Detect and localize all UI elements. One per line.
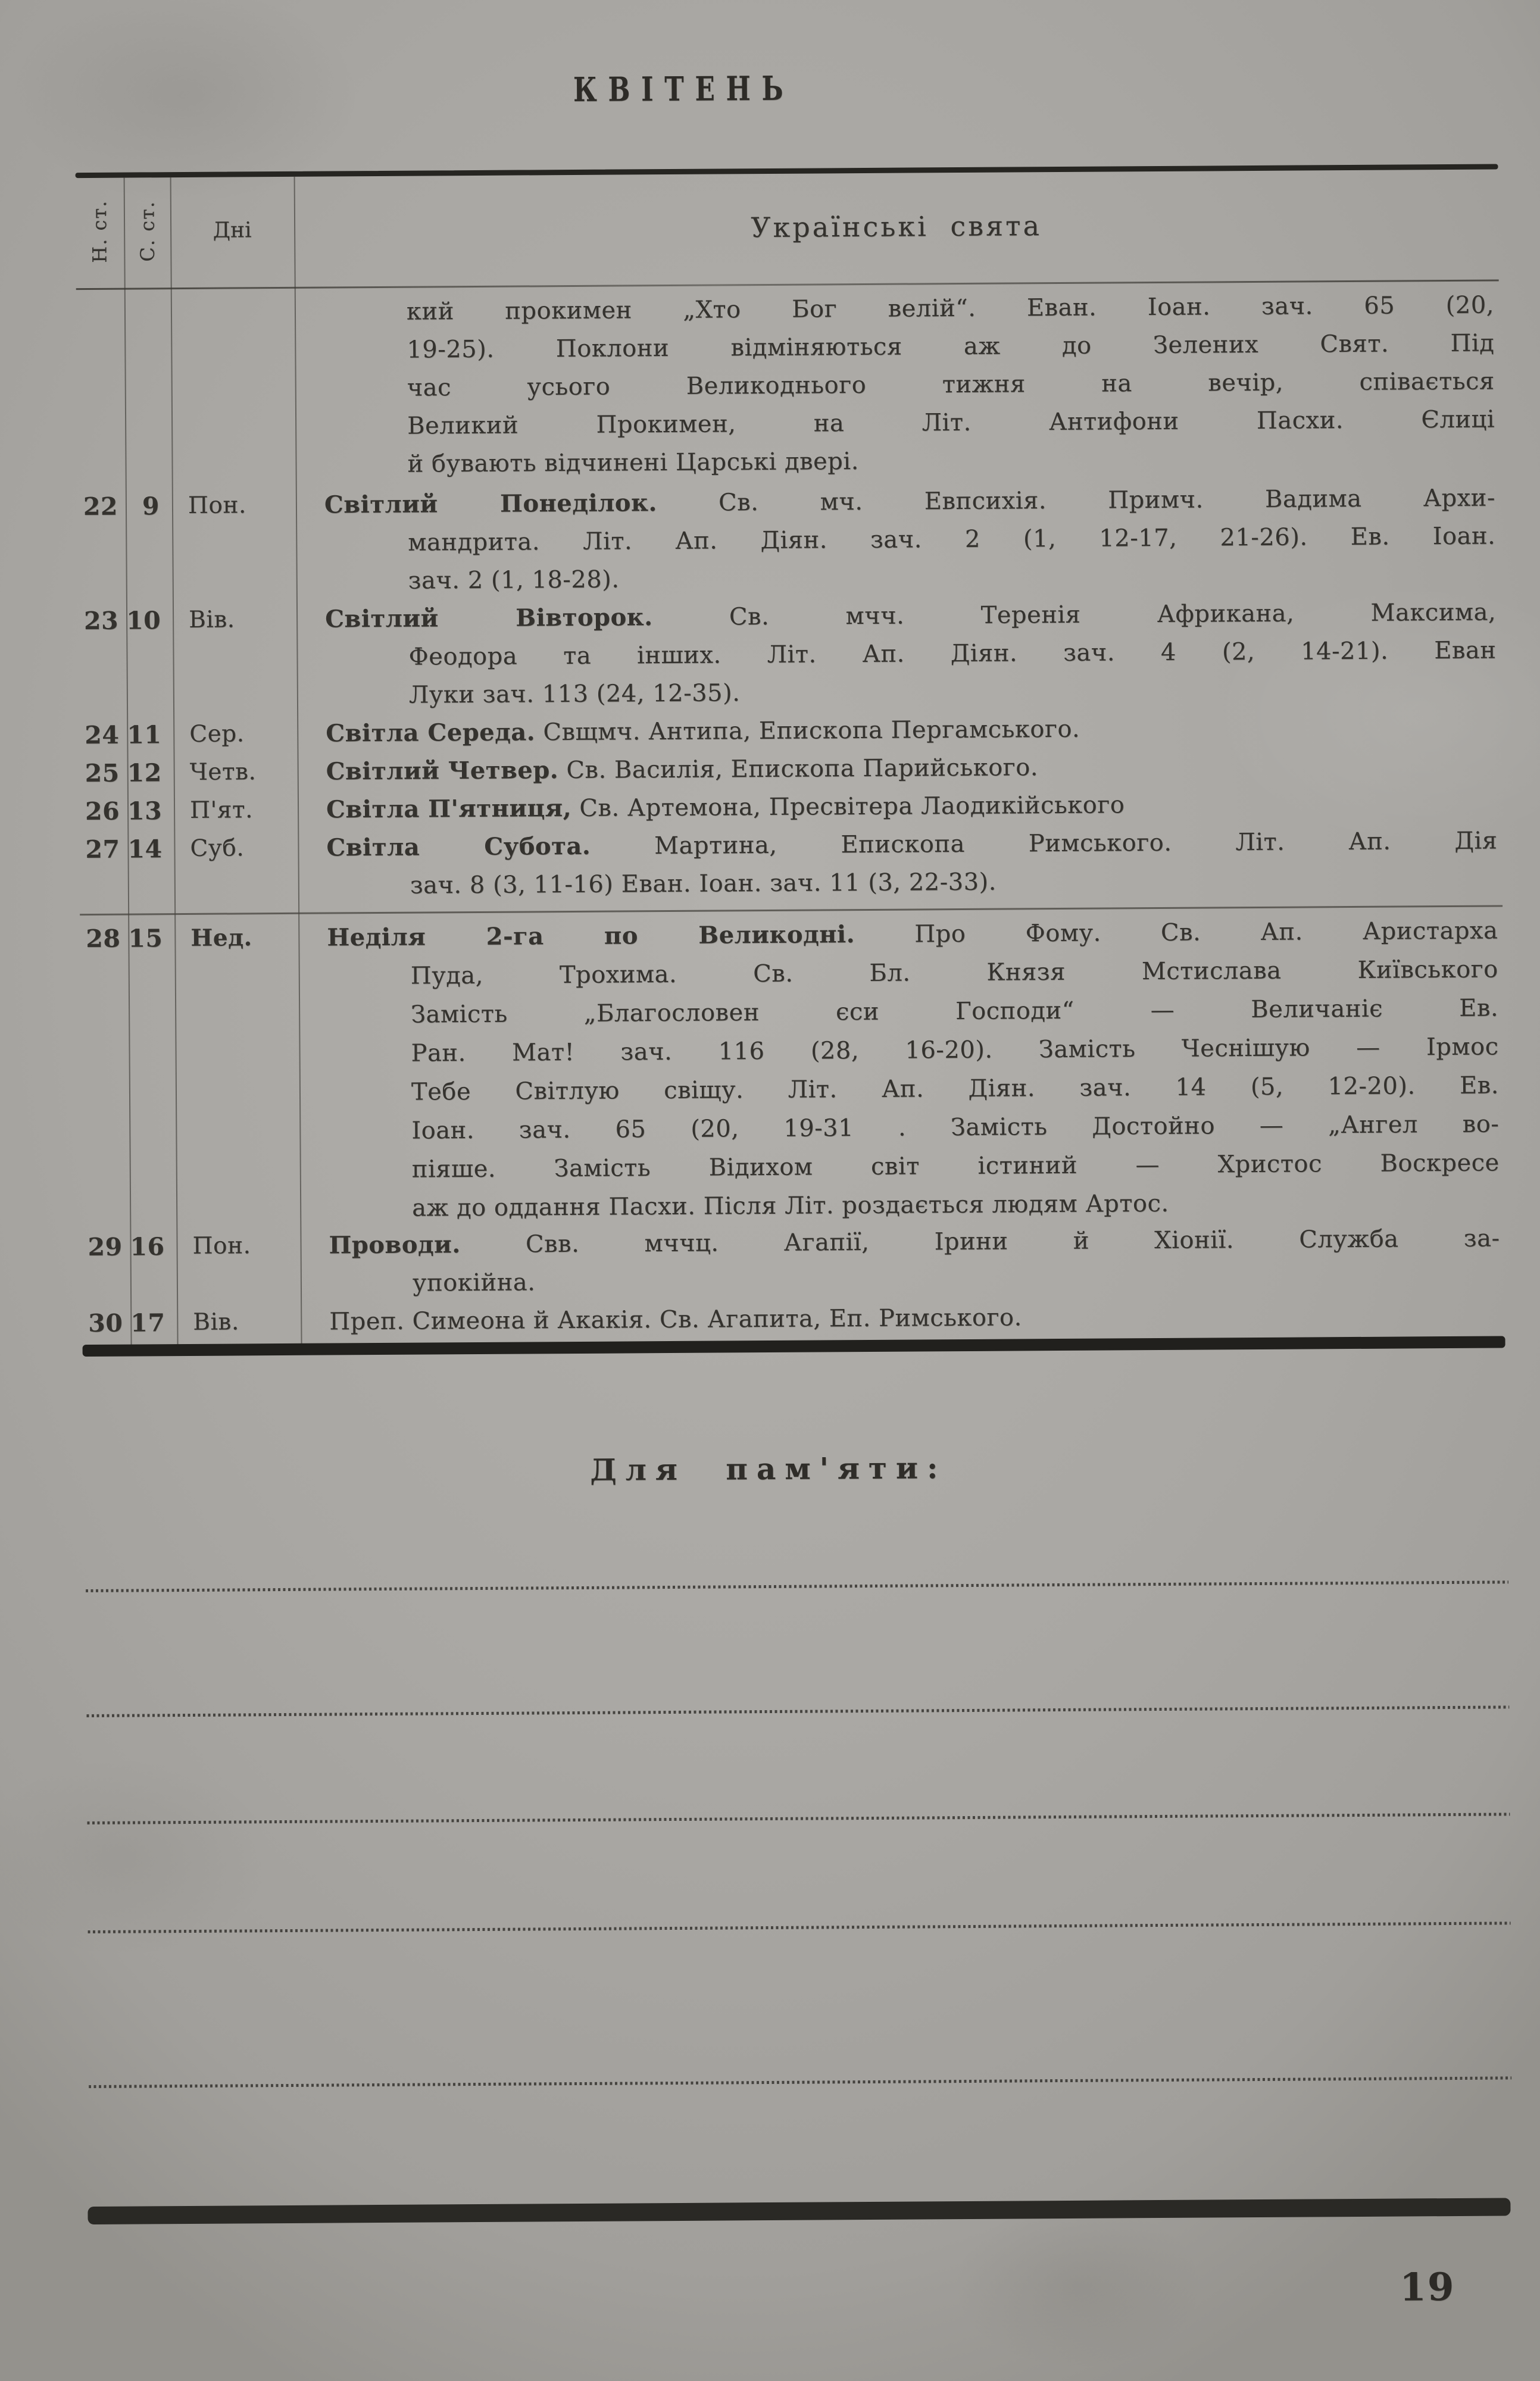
old-style-date: 11: [127, 720, 162, 749]
calendar-text-line: [326, 822, 1498, 867]
calendar-text-line: Замість „Благословен єси Господи“ — Величаніє Ев.: [411, 994, 1499, 1029]
calendar-text-line: [329, 1220, 1500, 1264]
entry-lead: Проводи.: [329, 1230, 461, 1260]
old-style-date: 12: [127, 758, 162, 788]
col-header-old-style-label: С. ст.: [135, 200, 159, 262]
old-style-date: 17: [130, 1308, 165, 1338]
entry-lead: Світлий Четвер.: [326, 756, 559, 786]
notes-ruled-line: [86, 1580, 1508, 1592]
weekday-abbrev: Четв.: [189, 758, 257, 786]
calendar-text-line: Феодора та інших. Літ. Ап. Діян. зач. 4 (2, 14-21). Еван: [408, 636, 1497, 671]
entry-lead: Світла Субота.: [326, 832, 591, 862]
calendar-text-line: [326, 746, 1497, 790]
entry-lead: Світлий Вівторок.: [324, 603, 653, 633]
entry-lead: Світла П'ятниця,: [326, 794, 572, 824]
col-header-new-style: [76, 174, 124, 288]
calendar-text-line: кий прокимен „Хто Бог велій“. Еван. Іоан. зач. 65 (20,: [406, 291, 1495, 326]
old-style-date: 10: [126, 606, 161, 635]
entry-text: [300, 1219, 1505, 1302]
calendar-text-line: й бувають відчинені Царські двері.: [407, 448, 859, 478]
notes-heading: Для пам'яти:: [590, 1450, 947, 1488]
calendar-text-line: зач. 8 (3, 11-16) Еван. Іоан. зач. 11 (3, 22-33).: [410, 868, 997, 899]
calendar-text-line: [326, 784, 1497, 829]
new-style-date: 28: [86, 924, 121, 954]
calendar-text-line: зач. 2 (1, 18-28).: [408, 565, 620, 595]
entry-rest: Мартина, Епископа Римського. Літ. Ап. Дія: [591, 827, 1498, 860]
calendar-text-line: [324, 479, 1496, 524]
old-style-date: 16: [130, 1232, 165, 1261]
calendar-text-line: [327, 911, 1498, 957]
entry-text: [301, 1295, 1505, 1341]
table-row: [80, 911, 1504, 1230]
old-style-date: 15: [128, 924, 163, 953]
carryover-paragraph: [407, 286, 1495, 483]
calendar-text-line: мандрита. Літ. Ап. Діян. зач. 2 (1, 12-17, 21-26). Ев. Іоан.: [408, 522, 1496, 557]
new-style-date: 25: [85, 758, 120, 788]
new-style-date: 22: [83, 492, 118, 521]
notes-ruled-line: [89, 2076, 1511, 2088]
entry-text: [298, 911, 1504, 1228]
weekday-abbrev: Суб.: [190, 835, 245, 862]
calendar-text-line: Пуда, Трохима. Св. Бл. Князя Мстислава Київського: [410, 955, 1498, 990]
table-row: [77, 479, 1501, 602]
calendar-text-line: піяше. Замість Відихом світ істиний — Христос Воскресе: [411, 1149, 1500, 1183]
entry-text: [296, 593, 1501, 714]
weekday-abbrev: Вів.: [193, 1308, 239, 1336]
page-number: 19: [1400, 2265, 1455, 2310]
new-style-date: 23: [83, 606, 119, 636]
weekday-abbrev: Пон.: [192, 1232, 251, 1260]
col-header-new-style-label: Н. ст.: [88, 199, 111, 263]
table-row: [82, 1219, 1505, 1304]
weekday-abbrev: Вів.: [188, 606, 235, 633]
calendar-text-line: Тебе Світлую свіщу. Літ. Ап. Діян. зач. 14 (5, 12-20). Ев.: [411, 1071, 1500, 1106]
weekday-abbrev: Нед.: [190, 924, 252, 952]
calendar-text-line: [326, 708, 1497, 752]
notes-ruled-line: [86, 1705, 1509, 1717]
calendar-text-line: Великий Прокимен, на Літ. Антифони Пасхи. Єлиці: [407, 405, 1495, 440]
new-style-date: 30: [88, 1308, 123, 1338]
notes-ruled-line: [88, 1921, 1511, 1933]
notes-ruled-line: [87, 1813, 1510, 1824]
calendar-text-line: Іоан. зач. 65 (20, 19-31 . Замість Достойно — „Ангел во-: [411, 1110, 1500, 1145]
col-header-old-style: [124, 174, 171, 288]
entry-rest: Св. мчч. Теренія Африкана, Максима,: [652, 598, 1497, 632]
calendar-text-line: Луки зач. 113 (24, 12-35).: [408, 679, 741, 709]
calendar-text-line: аж до оддання Пасхи. Після Літ. роздається людям Артос.: [412, 1189, 1169, 1222]
month-title: КВІТЕНЬ: [573, 68, 795, 110]
table-row: [78, 593, 1501, 716]
entry-lead: Світла Середа.: [326, 718, 536, 748]
entry-rest: Свщмч. Антипа, Епископа Пергамського.: [535, 715, 1080, 746]
old-style-date: 14: [127, 835, 163, 864]
calendar-text-line: упокійна.: [412, 1268, 536, 1297]
entry-rest: Св. Артемона, Пресвітера Лаодикійського: [571, 791, 1125, 823]
new-style-date: 24: [85, 720, 120, 750]
calendar-text-line: 19-25). Поклони відміняються аж до Зелених Свят. Під: [407, 329, 1495, 364]
new-style-date: 29: [88, 1232, 123, 1262]
calendar-text-line: Ран. Мат! зач. 116 (28, 16-20). Замість Чеснішую — Ірмос: [411, 1033, 1499, 1067]
table-row: [82, 1295, 1505, 1342]
entry-text: [298, 821, 1502, 905]
old-style-date: 9: [142, 492, 160, 521]
calendar-text-line: Преп. Симеона й Акакія. Св. Агапита, Еп. Римського.: [329, 1304, 1022, 1336]
entry-rest: Свв. мччц. Агапії, Ірини й Хіонії. Служба за-: [460, 1224, 1500, 1259]
entry-text: [296, 479, 1501, 600]
table-row: [79, 821, 1502, 907]
old-style-date: 13: [127, 796, 163, 826]
entry-rest: Св. мч. Евпсихія. Примч. Вадима Архи-: [657, 484, 1496, 517]
entry-rest: Св. Василія, Епископа Парийського.: [558, 754, 1039, 785]
calendar-text-line: час усього Великоднього тижня на вечір, співається: [407, 367, 1495, 402]
weekday-abbrev: Сер.: [189, 720, 245, 748]
calendar-text-line: [324, 593, 1497, 638]
new-style-date: 27: [85, 835, 120, 864]
col-header-days: Дні: [213, 218, 252, 243]
entry-lead: Неділя 2-га по Великодні.: [327, 920, 855, 952]
page-bottom-rule: [88, 2198, 1510, 2224]
col-header-holidays: Українські свята: [751, 209, 1042, 243]
entry-lead: Світлий Понеділок.: [324, 489, 657, 519]
new-style-date: 26: [85, 796, 120, 826]
weekday-abbrev: Пон.: [188, 492, 246, 519]
entry-rest: Про Фому. Св. Ап. Аристарха: [854, 917, 1498, 949]
weekday-abbrev: П'ят.: [189, 796, 254, 824]
